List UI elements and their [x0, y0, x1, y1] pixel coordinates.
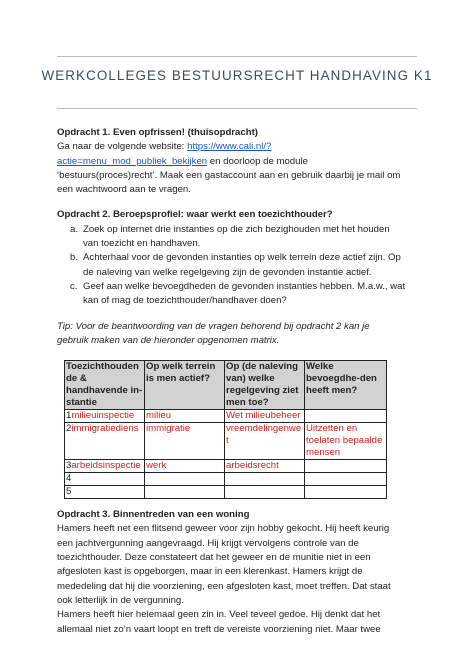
list-item: [70, 223, 419, 252]
cell-instantie: [65, 423, 145, 460]
list-item-line: van toezicht en handhaven.: [83, 238, 201, 250]
list-marker: c.: [70, 280, 78, 292]
opdracht1-text-after-link: en doorloop de module: [207, 155, 308, 167]
header-instantie: Toezichthouden de & handhavende in-stantie: [65, 361, 145, 410]
row-number: 1: [66, 410, 72, 422]
table-row: [65, 473, 387, 486]
list-item-line: Geef aan welke bevoegdheden de gevonden instanties hebben. M.a.w., wat: [83, 280, 406, 292]
row-number: 3: [66, 460, 72, 472]
cell-regelgeving: arbeidsrecht: [225, 460, 305, 473]
cell-terrein: werk: [145, 460, 225, 473]
cell-regelgeving: Wet milieubeheer: [225, 410, 305, 423]
opdracht1-line4: een wachtwoord aan te vragen.: [57, 184, 191, 196]
opdracht3-line: Hamers heeft hier helemaal geen zin in. Veel teveel gedoe. Hij denkt dat het: [57, 609, 381, 621]
opdracht2-list: [57, 223, 419, 309]
opdracht1-heading: Opdracht 1. Even opfrissen! (thuisopdracht): [57, 127, 258, 138]
tip-line2: gebruik maken van de hieronder opgenomen matrix.: [57, 334, 280, 346]
cell-bevoegdheden: [305, 486, 387, 499]
cell-bevoegdheden: [305, 410, 387, 423]
instanties-matrix: [64, 360, 387, 499]
list-item-line: Achterhaal voor de gevonden instanties op welk terrein deze actief zijn. Op: [83, 252, 401, 264]
list-item-line: de naleving van welke regelgeving zijn de gevonden instantie actief.: [83, 266, 372, 278]
opdracht3-line: ook letterlijk in de vergunning.: [57, 594, 184, 606]
opdracht3-line: afgesloten kast is opgeborgen, maar in een klerenkast. Hamers krijgt de: [57, 566, 363, 578]
cell-regelgeving: vreemdelingenwe t: [225, 423, 305, 460]
list-marker: a.: [70, 223, 79, 235]
cell-text: milieuinspectie: [71, 410, 135, 422]
list-item-line: kan of mag de toezichthouder/handhaver doen?: [83, 295, 287, 307]
cell-terrein: [145, 486, 225, 499]
title-rule: [57, 108, 417, 109]
opdracht3-line: allemaal niet zo’n vaart loopt en treft de vereiste voorziening niet. Maar twee: [57, 623, 381, 635]
cali-link-part2[interactable]: actie=menu_mod_publiek_bekijken: [57, 155, 208, 167]
opdracht3-line: mededeling dat hij die voorziening, een afgesloten kast, moet treffen. Dat staat: [57, 580, 391, 592]
cell-instantie: [65, 460, 145, 473]
opdracht3-line: Hamers heeft net een flitsend geweer voor zijn hobby gekocht. Hij heeft keurig: [57, 523, 390, 535]
cell-instantie: 4: [65, 473, 145, 486]
document-title: WERKCOLLEGES BESTUURSRECHT HANDHAVING K1: [41, 68, 433, 83]
cell-text: arbeidsinspectie: [71, 460, 141, 472]
cell-terrein: immigratie: [145, 423, 225, 460]
list-item: [70, 280, 419, 309]
cali-link-part1[interactable]: https://www.cali.nl/?: [187, 141, 272, 153]
cell-terrein: [145, 473, 225, 486]
header-regelgeving: Op (de naleving van) welke regelgeving ziet men toe?: [225, 361, 305, 410]
opdracht1-line3: ‘bestuurs(proces)recht’. Maak een gastaccount aan en gebruik daarbij je mail om: [57, 169, 401, 181]
cell-text: immigratiediens: [71, 423, 139, 435]
list-item: [70, 251, 419, 280]
tip-line1: Tip: Voor de beantwoording van de vragen behorend bij opdracht 2 kan je: [57, 320, 370, 332]
cell-bevoegdheden: [305, 473, 387, 486]
table-row: [65, 410, 387, 423]
header-terrein: Op welk terrein is men actief?: [145, 361, 225, 410]
opdracht1-text-before-link: Ga naar de volgende website:: [57, 141, 188, 153]
header-bevoegdheden: Welke bevoegdhe-den heeft men?: [305, 361, 387, 410]
list-marker: b.: [70, 252, 79, 264]
table-row: [65, 460, 387, 473]
table-row: [65, 486, 387, 499]
document-body: [57, 126, 419, 637]
opdracht3-line: toezichthouder. Deze constateert dat het geweer en de munitie niet in een: [57, 552, 371, 564]
cell-regelgeving: [225, 473, 305, 486]
cell-instantie: [65, 410, 145, 423]
table-row: [65, 423, 387, 460]
opdracht1-line1: [57, 140, 419, 154]
cell-instantie: 5: [65, 486, 145, 499]
row-number: 2: [66, 423, 72, 435]
top-rule: [57, 56, 417, 57]
cell-bevoegdheden: Uitzetten en toelaten bepaalde mensen: [305, 423, 387, 460]
opdracht2-heading: Opdracht 2. Beroepsprofiel: waar werkt een toezichthouder?: [57, 209, 333, 221]
list-item-line: Zoek op internet drie instanties op die zich bezighouden met het houden: [83, 223, 390, 235]
cell-terrein: milieu: [145, 410, 225, 423]
opdracht1-line2: [57, 155, 419, 169]
table-header-row: [65, 361, 387, 410]
cell-regelgeving: [225, 486, 305, 499]
opdracht3-heading: Opdracht 3. Binnentreden van een woning: [57, 509, 250, 521]
cell-bevoegdheden: [305, 460, 387, 473]
opdracht3-line: een jachtvergunning aangevraagd. Hij krijgt vervolgens controle van de: [57, 537, 359, 549]
